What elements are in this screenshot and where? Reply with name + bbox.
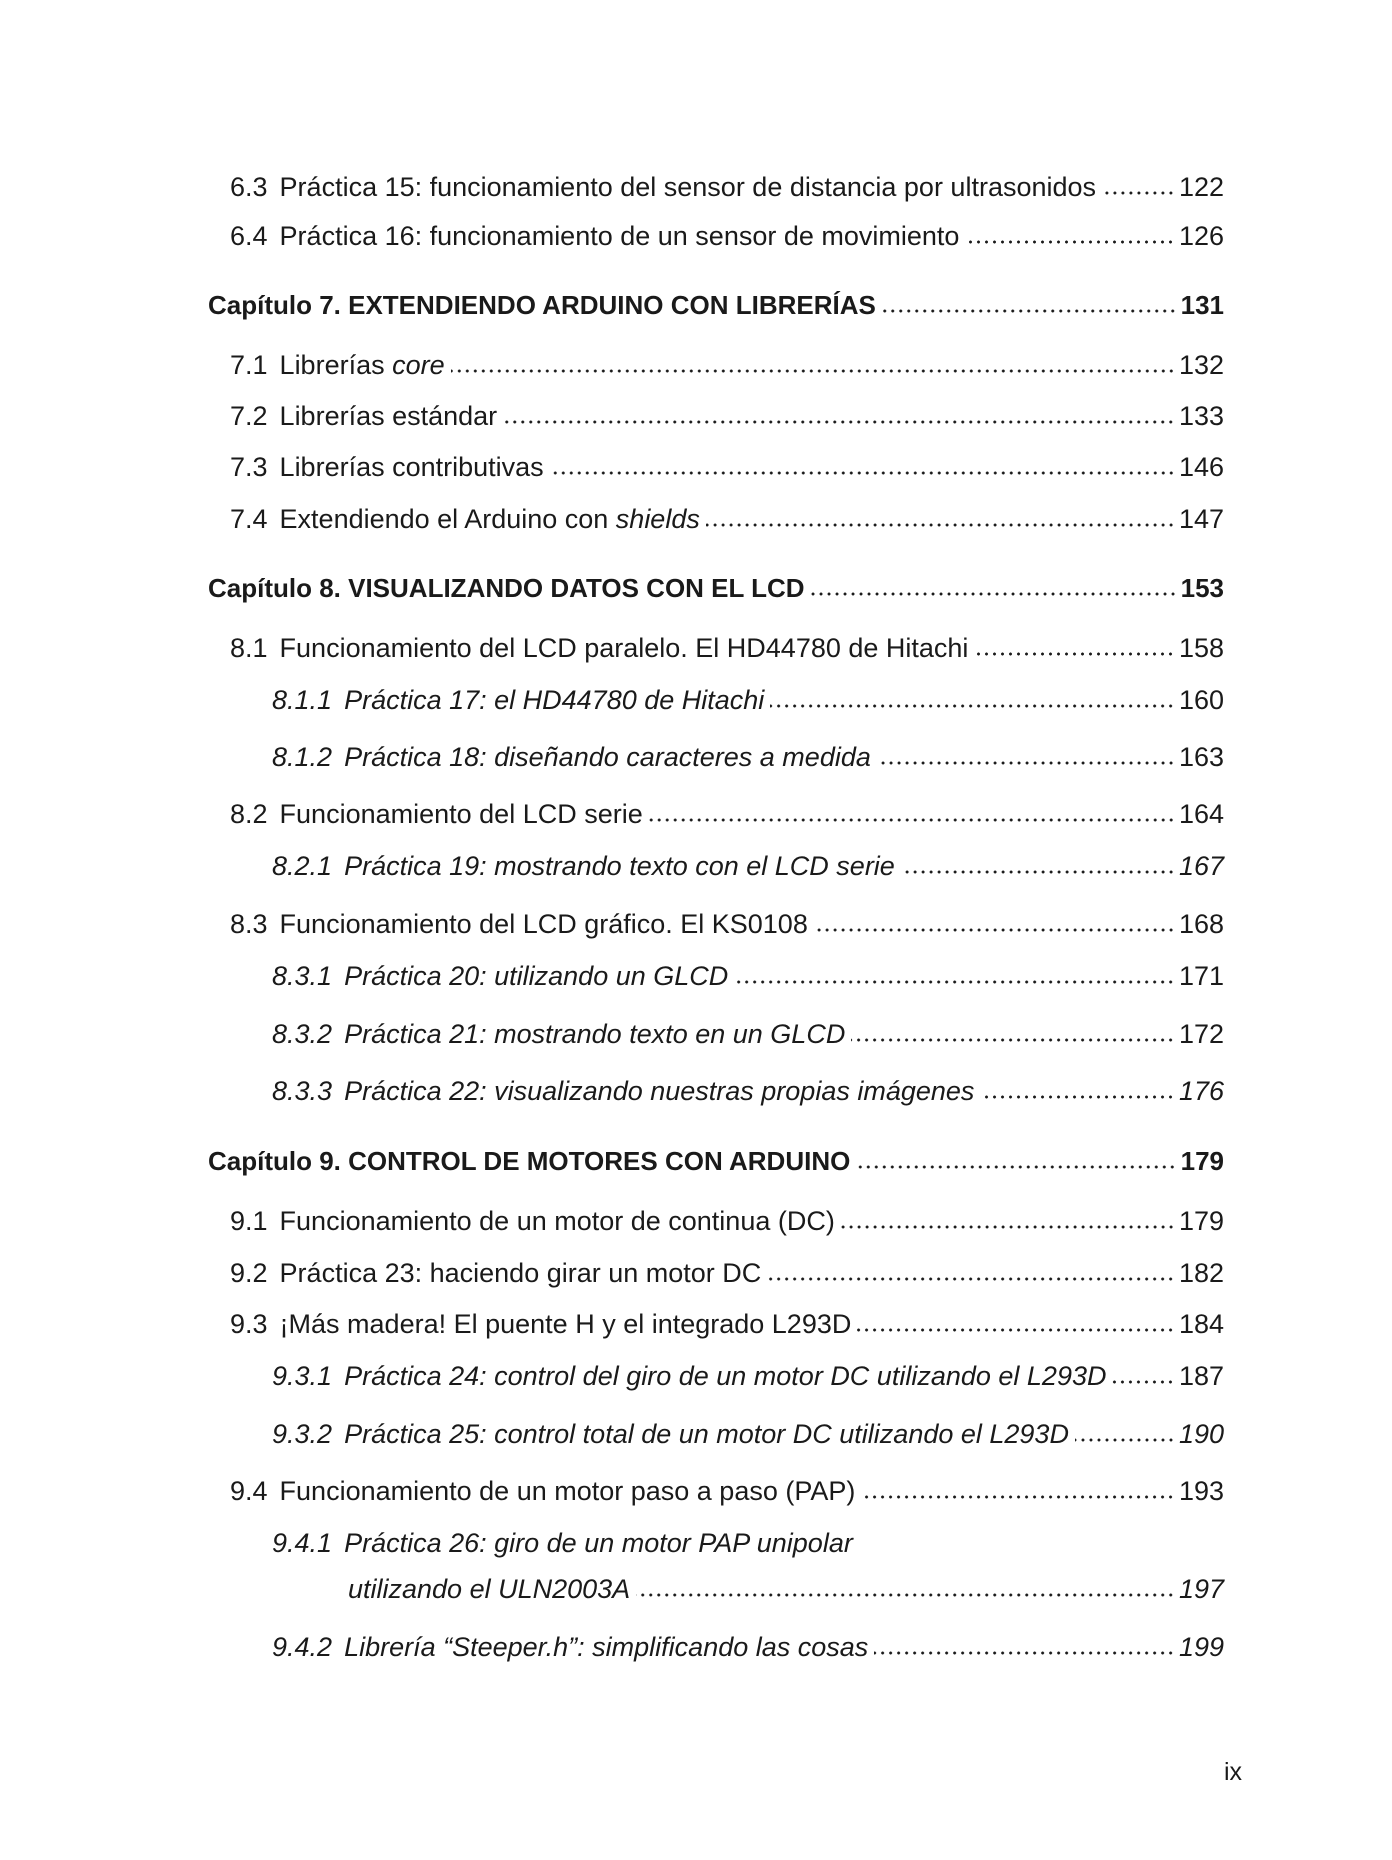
toc-entry-9-4-1-continued[interactable] bbox=[208, 1566, 1224, 1606]
entry-page: 199 bbox=[1178, 1632, 1224, 1662]
entry-number: 8.1 bbox=[230, 633, 268, 663]
entry-page: 146 bbox=[1178, 452, 1224, 482]
dot-leader bbox=[861, 1495, 1175, 1499]
toc-entry-9-3[interactable] bbox=[208, 1301, 1224, 1341]
dot-leader bbox=[851, 1038, 1175, 1042]
entry-page: 182 bbox=[1178, 1258, 1224, 1288]
dot-leader bbox=[965, 240, 1175, 244]
toc-entry-9-4-1[interactable] bbox=[208, 1520, 1224, 1560]
dot-leader bbox=[874, 1651, 1175, 1655]
toc-entry-9-1[interactable] bbox=[208, 1198, 1224, 1238]
entry-number: 8.3.3 bbox=[272, 1076, 333, 1106]
entry-title: Funcionamiento del LCD paralelo. El HD44780 de Hitachi bbox=[279, 633, 969, 663]
entry-title: Práctica 26: giro de un motor PAP unipolar bbox=[344, 1528, 853, 1558]
dot-leader bbox=[636, 1593, 1175, 1597]
entry-number: 6.4 bbox=[230, 221, 268, 251]
entry-title bbox=[268, 348, 445, 382]
entry-number: 9.4.2 bbox=[272, 1632, 333, 1662]
entry-page: 179 bbox=[1180, 1146, 1224, 1176]
chapter-title: Capítulo 8. VISUALIZANDO DATOS CON EL LCD bbox=[208, 573, 805, 603]
toc-entry-7-2[interactable] bbox=[208, 393, 1224, 433]
entry-number: 8.1.1 bbox=[272, 685, 333, 715]
dot-leader bbox=[857, 1328, 1175, 1332]
entry-page: 160 bbox=[1178, 685, 1224, 715]
entry-page: 163 bbox=[1178, 742, 1224, 772]
toc-entry-9-4[interactable] bbox=[208, 1468, 1224, 1508]
entry-title-emphasis: core bbox=[392, 350, 445, 380]
entry-page: 179 bbox=[1178, 1206, 1224, 1236]
entry-number: 8.2.1 bbox=[272, 851, 333, 881]
entry-number: 7.4 bbox=[230, 504, 268, 534]
entry-page: 190 bbox=[1178, 1419, 1224, 1449]
toc-entry-8-1[interactable] bbox=[208, 625, 1224, 665]
entry-page: 171 bbox=[1178, 961, 1224, 991]
entry-title-emphasis: shields bbox=[615, 504, 700, 534]
entry-number: 9.3 bbox=[230, 1309, 268, 1339]
chapter-title: Capítulo 7. EXTENDIENDO ARDUINO CON LIBRERÍAS bbox=[208, 290, 876, 320]
entry-number: 8.3.2 bbox=[272, 1019, 333, 1049]
dot-leader bbox=[841, 1225, 1175, 1229]
entry-page: 158 bbox=[1178, 633, 1224, 663]
entry-number: 6.3 bbox=[230, 172, 268, 202]
entry-number: 7.1 bbox=[230, 350, 268, 380]
entry-title: Funcionamiento de un motor paso a paso (PAP) bbox=[279, 1476, 856, 1506]
dot-leader bbox=[1075, 1438, 1175, 1442]
dot-leader bbox=[980, 1095, 1175, 1099]
toc-entry-6-4[interactable] bbox=[208, 213, 1224, 253]
dot-leader bbox=[877, 761, 1175, 765]
entry-title: Funcionamiento del LCD serie bbox=[279, 799, 643, 829]
toc-entry-9-4-2[interactable] bbox=[208, 1624, 1224, 1664]
entry-title: Práctica 20: utilizando un GLCD bbox=[344, 961, 729, 991]
entry-number: 9.4 bbox=[230, 1476, 268, 1506]
toc-entry-6-3[interactable] bbox=[208, 164, 1224, 204]
toc-entry-8-1-2[interactable] bbox=[208, 734, 1224, 774]
entry-title: Práctica 16: funcionamiento de un sensor de movimiento bbox=[279, 221, 960, 251]
entry-page: 176 bbox=[1178, 1076, 1224, 1106]
entry-title-text: Extendiendo el Arduino con bbox=[279, 504, 616, 534]
entry-number: 7.3 bbox=[230, 452, 268, 482]
toc-entry-8-3-2[interactable] bbox=[208, 1011, 1224, 1051]
dot-leader bbox=[814, 928, 1175, 932]
entry-title: Funcionamiento del LCD gráfico. El KS0108 bbox=[279, 909, 808, 939]
entry-title: Práctica 23: haciendo girar un motor DC bbox=[279, 1258, 762, 1288]
toc-entry-8-2-1[interactable] bbox=[208, 843, 1224, 883]
entry-page: 131 bbox=[1180, 290, 1224, 320]
dot-leader bbox=[974, 652, 1175, 656]
dot-leader bbox=[770, 704, 1175, 708]
toc-entry-7-3[interactable] bbox=[208, 444, 1224, 484]
dot-leader bbox=[1102, 191, 1175, 195]
chapter-title: Capítulo 9. CONTROL DE MOTORES CON ARDUINO bbox=[208, 1146, 851, 1176]
entry-title: Práctica 25: control total de un motor DC utilizando el L293D bbox=[344, 1419, 1069, 1449]
entry-number: 8.3.1 bbox=[272, 961, 333, 991]
entry-title: Funcionamiento de un motor de continua (DC) bbox=[279, 1206, 835, 1236]
entry-number: 8.2 bbox=[230, 799, 268, 829]
entry-title: Práctica 22: visualizando nuestras propias imágenes bbox=[344, 1076, 975, 1106]
entry-title: Práctica 21: mostrando texto en un GLCD bbox=[344, 1019, 846, 1049]
entry-page: 168 bbox=[1178, 909, 1224, 939]
entry-page: 132 bbox=[1178, 350, 1224, 380]
entry-page: 153 bbox=[1180, 573, 1224, 603]
dot-leader bbox=[550, 471, 1175, 475]
toc-entry-8-1-1[interactable] bbox=[208, 677, 1224, 717]
dot-leader bbox=[451, 369, 1175, 373]
entry-page: 167 bbox=[1178, 851, 1224, 881]
toc-entry-9-3-1[interactable] bbox=[208, 1353, 1224, 1393]
entry-title: Práctica 24: control del giro de un motor DC utilizando el L293D bbox=[344, 1361, 1107, 1391]
toc-entry-8-3[interactable] bbox=[208, 901, 1224, 941]
entry-number: 9.2 bbox=[230, 1258, 268, 1288]
dot-leader bbox=[901, 870, 1175, 874]
entry-page: 122 bbox=[1178, 172, 1224, 202]
dot-leader bbox=[811, 592, 1177, 596]
entry-page: 147 bbox=[1178, 504, 1224, 534]
toc-chapter-8[interactable] bbox=[208, 565, 1224, 605]
entry-title: Práctica 19: mostrando texto con el LCD serie bbox=[344, 851, 895, 881]
entry-page: 164 bbox=[1178, 799, 1224, 829]
toc-entry-9-2[interactable] bbox=[208, 1250, 1224, 1290]
page-number: ix bbox=[1223, 1758, 1242, 1786]
toc-entry-9-3-2[interactable] bbox=[208, 1411, 1224, 1451]
entry-title: Práctica 15: funcionamiento del sensor de distancia por ultrasonidos bbox=[279, 172, 1097, 202]
entry-number: 9.4.1 bbox=[272, 1528, 333, 1558]
entry-page: 187 bbox=[1178, 1361, 1224, 1391]
entry-page: 172 bbox=[1178, 1019, 1224, 1049]
entry-number: 9.3.2 bbox=[272, 1419, 333, 1449]
dot-leader bbox=[649, 818, 1175, 822]
dot-leader bbox=[767, 1277, 1175, 1281]
entry-title: Práctica 17: el HD44780 de Hitachi bbox=[344, 685, 765, 715]
toc-chapter-7[interactable] bbox=[208, 282, 1224, 322]
entry-page: 133 bbox=[1178, 401, 1224, 431]
entry-page: 184 bbox=[1178, 1309, 1224, 1339]
toc-entry-8-3-1[interactable] bbox=[208, 953, 1224, 993]
toc-entry-8-3-3[interactable] bbox=[208, 1068, 1224, 1108]
entry-title: Práctica 18: diseñando caracteres a medida bbox=[344, 742, 871, 772]
dot-leader bbox=[503, 420, 1175, 424]
toc-entry-7-1[interactable] bbox=[208, 342, 1224, 382]
dot-leader bbox=[856, 1165, 1176, 1169]
toc-entry-8-2[interactable] bbox=[208, 791, 1224, 831]
dot-leader bbox=[706, 523, 1175, 527]
entry-page: 126 bbox=[1178, 221, 1224, 251]
entry-number: 9.3.1 bbox=[272, 1361, 333, 1391]
dot-leader bbox=[734, 980, 1175, 984]
entry-title: Librería “Steeper.h”: simplificando las cosas bbox=[344, 1632, 869, 1662]
entry-title: Librerías estándar bbox=[279, 401, 498, 431]
entry-number: 9.1 bbox=[230, 1206, 268, 1236]
entry-page: 197 bbox=[1178, 1574, 1224, 1604]
entry-title-continued: utilizando el ULN2003A bbox=[348, 1574, 631, 1604]
entry-title bbox=[268, 502, 700, 536]
toc-entry-7-4[interactable] bbox=[208, 496, 1224, 536]
entry-title: Librerías contributivas bbox=[279, 452, 544, 482]
entry-number: 8.3 bbox=[230, 909, 268, 939]
dot-leader bbox=[1112, 1380, 1174, 1384]
dot-leader bbox=[882, 309, 1177, 313]
entry-page: 193 bbox=[1178, 1476, 1224, 1506]
entry-number: 8.1.2 bbox=[272, 742, 333, 772]
entry-title-text: Librerías bbox=[279, 350, 393, 380]
entry-title: ¡Más madera! El puente H y el integrado L293D bbox=[279, 1309, 852, 1339]
toc-chapter-9[interactable] bbox=[208, 1138, 1224, 1178]
entry-number: 7.2 bbox=[230, 401, 268, 431]
